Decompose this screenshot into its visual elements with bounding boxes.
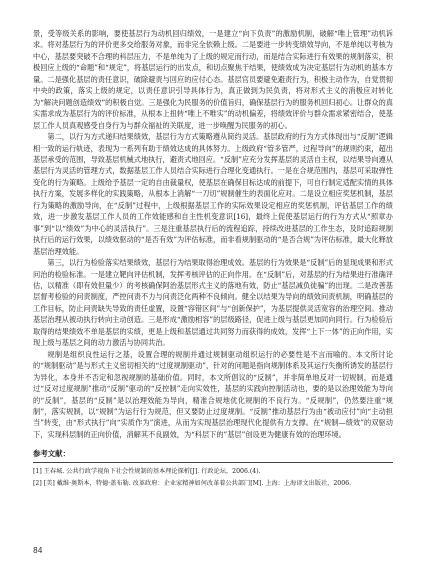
references-title: 参考文献： (33, 449, 70, 459)
body-paragraph-2: 第二，以行为方式递归结果绩效，基层行为方式策略遵从简约灵活。基层政府的行为方式体现出与“反制”逻辑相一致的运行轨迹，表现为一系列有助于绩效达成的具体努力。上级政府“管多管严，过程导向”的规则约束，超出基层承受的范围，导致基层机械式地执行，避责式地回应。“反制”应充分发挥基层的灵活自主权，以结果导向遵从基层行为灵活的管理方式，数据基层工作人员结合实际进行合理化变通执行。一是在合规范围内，基层可采取弹性变化的行为策略。上级给予基层一定的自由裁量权，使基层在确保目标达成的前提下，可自行制定适配实情的具体执行方案，发展多样化的实践策略，从根本上消解“一刀切”规制催生的表面化应对。二是设立相应奖惩机制，基层行为策略的激励导向，在“反制”过程中，上级根据基层工作的实际效果设定相应的奖惩机制，评估基层工作的绩效，进一步激发基层工作人员的工作效能感和自主性机变意识[16]，最终上促使基层运行的行为方式从“照章办事”到“以“绩效”为中心的灵活执行”。三是注重基层执行后的流程追踪，持续改进基层的工作生态，及时追踪规制执行后的运行效果，以绩效驱动的“是否有效”为评估标准，而非看规制驱动的“是否合规”为评估标准，最大化释放基层治理效能。 (33, 132, 393, 256)
reference-item: [1] 王春城. 公共行政学视角下社会性规制的基本理论探析[J]. 行政论坛，2006.(4). (33, 468, 261, 476)
references-section (33, 448, 393, 489)
page-number: 84 (33, 546, 43, 555)
document-page (33, 28, 393, 490)
body-paragraph-1: 景，受等级关系的影响，要使基层行为动机回归绩效，一是建立“向下负责”的激励机制，破解“唯上管理”动机诉求。将对基层行为的评价更多交给服务对象，而非完全依赖上级。二是要进一步转变绩效导向，不是单纯以考核为中心，基层要突破不合理的科层压力，不是单纯为了上级的规定而行动，而是结合实际进行有效果的规制落实，积极回应上级的“命题”和“规定”，将基层运行的出发点，和切点聚焦于结果，使绩效成为决定基层行为动机的基本方量。二是强化基层的责任意识，破除避责与回应的应付心态。基层官员要避免避责行为，积极主动作为，自觉贯彻中央的政策，落实上级的规定，以责任意识引导具体行为，真正做到为民负责，将对形式主义的消极应对转化为“解决问题创造绩效”的积极自觉。三是强化为民服务的价值旨归，确保基层行为的服务机回归初心。让群众的真实需求成为基层行为的评价标准，从根本上扭转“唯上不唯实”的动机偏差，将绩效评价与群众需求紧密结合，使基层工作人员真观感受自身行为与群众福祉的关联度，进一步唤醒为民服务的初心。 (33, 29, 393, 130)
body-paragraph-3: 第三，以行为检验落实结果绩效，基层行为结果取得治理成效。基层的行为效果是“反制”后的显现成果和形式问治的检验标准。一是建立靶向评估机制，发挥考核评估的正向作用。在“反制”后，对基层的行为结果进行准确评估，以精准（即有效但量少）的考核确保阿治基层形式主义的落地有效，防止“基层减负徒骗”的出现。二是改善基层督考检验的问责制度，严控问责不力与问责泛化两种不良倾向。健全以结果为导向的绩效问责机制，明确基层的工作目标，防止问责缺失导致的责任虚置，设置“容错区间”与“创新保护”，为基层提供灵活宽容的治理空间。推动基层治理从被动执行转向主动创造。三是形成“激励相容”的层级路径，促进上级与基层更加同向同行。行为检验后取得的结果绩效不单是基层的实绩，更是上级和基层通过共同努力而获得的成效，发挥“上下一体”的正向作用，实现上级与基层之间的动力激活与协同共治。 (33, 258, 393, 348)
body-paragraph-4: 规制是组织良性运行之基，设置合理的规制并通过规制驱动组织运行的必要性是不言而喻的。本文所讨论的“规制驱动”是与形式主义密切相关的“过度规制驱动”，针对的问题是指向规制体系及其运行失衡所诱发的基层行为异化，本身并不否定和忽视规制的基础价值。同时，本文所倡议的“反制”，并非简单地反对一切规制，而是通过“反对过度规制”推动“反制”驱动的“反控制”走向实效性，基层的实践向控制活动也，要的是以治理效能为导向的“反制”，基层的“反制”是以治理效能为导向，精准合规地优化规制的不良行为。“反规制”，仍然要注重“规制”，落实规制，以“规制”为运行行为规范，但又要防止过度规制。“反制”推动基层行为由“被动应付”向“主动担当”转变，由“形式执行”向“实质作为”演进，从而为实现基层治理现代化提供有力支撑。在“规制—绩效”的双驱动下，实现科层制的正向价值，消解其不良副效，为“科层下的”基层”创设更为健康有效的治理环境。 (33, 349, 393, 439)
references-divider (33, 462, 393, 463)
reference-item: [2] [美] 戴维·奥斯本，特德·盖布勒. 改革政府：企业家精神如何改革着公共部门[M]. 上海：上海译文出版社，2006. (33, 479, 352, 487)
